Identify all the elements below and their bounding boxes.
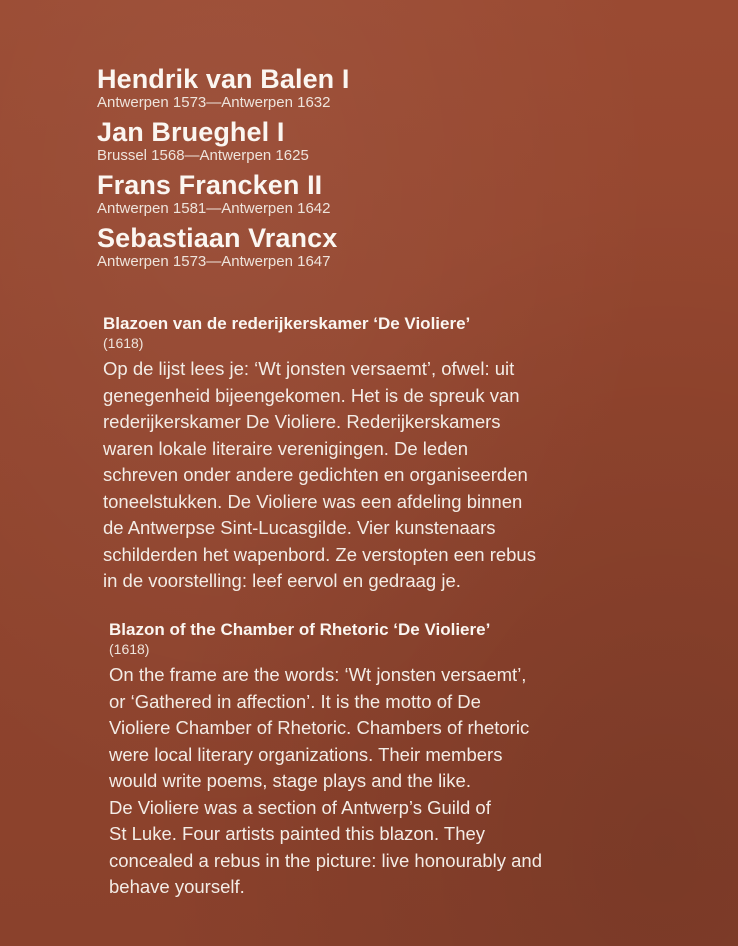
artist-name: Frans Francken II xyxy=(97,170,323,200)
text-line: On the frame are the words: ‘Wt jonsten versaemt’, xyxy=(109,664,527,685)
artist-entry xyxy=(97,64,657,112)
text-line: schreven onder andere gedichten en organiseerden xyxy=(103,464,528,485)
artist-dates: Antwerpen 1573—Antwerpen 1647 xyxy=(97,253,331,270)
text-line: Violiere Chamber of Rhetoric. Chambers of rhetoric xyxy=(109,717,530,738)
artist-entry xyxy=(97,117,657,165)
artist-entry xyxy=(97,170,657,218)
text-line: toneelstukken. De Violiere was een afdeling binnen xyxy=(103,490,523,512)
text-line: rederijkerskamer De Violiere. Rederijkerskamers xyxy=(103,411,501,432)
work-title-english: Blazon of the Chamber of Rhetoric ‘De Violiere’ xyxy=(109,620,491,639)
artist-entry xyxy=(97,223,657,271)
dutch-body-text xyxy=(103,356,703,595)
text-line: waren lokale literaire verenigingen. De leden xyxy=(103,437,469,459)
dutch-description xyxy=(103,313,703,595)
text-line: were local literary organizations. Their members xyxy=(109,743,503,765)
artist-name: Hendrik van Balen I xyxy=(97,64,350,94)
text-line: concealed a rebus in the picture: live honourably and xyxy=(109,849,542,871)
english-description xyxy=(109,619,709,901)
text-line: De Violiere was a section of Antwerp’s Guild of xyxy=(109,796,491,818)
work-year-english: (1618) xyxy=(109,641,150,657)
text-line: Op de lijst lees je: ‘Wt jonsten versaemt’, ofwel: uit xyxy=(103,358,515,379)
text-line: St Luke. Four artists painted this blazon. They xyxy=(109,823,486,844)
artist-dates: Antwerpen 1573—Antwerpen 1632 xyxy=(97,94,331,111)
english-body-text xyxy=(109,662,709,901)
text-line: de Antwerpse Sint-Lucasgilde. Vier kunstenaars xyxy=(103,517,496,538)
artist-dates: Antwerpen 1581—Antwerpen 1642 xyxy=(97,200,331,217)
text-line: behave yourself. xyxy=(109,876,245,897)
artist-name: Jan Brueghel I xyxy=(97,117,285,147)
text-line: genegenheid bijeengekomen. Het is de spreuk van xyxy=(103,384,520,406)
artist-list xyxy=(97,64,657,276)
text-line: in de voorstelling: leef eervol en gedraag je. xyxy=(103,570,461,591)
artist-name: Sebastiaan Vrancx xyxy=(97,223,338,253)
work-year-dutch: (1618) xyxy=(103,335,144,351)
text-line: would write poems, stage plays and the like. xyxy=(109,770,471,791)
work-title-dutch: Blazoen van de rederijkerskamer ‘De Violiere’ xyxy=(103,314,471,333)
text-line: schilderden het wapenbord. Ze verstopten een rebus xyxy=(103,543,536,565)
artist-dates: Brussel 1568—Antwerpen 1625 xyxy=(97,147,309,164)
text-line: or ‘Gathered in affection’. It is the motto of De xyxy=(109,690,481,712)
